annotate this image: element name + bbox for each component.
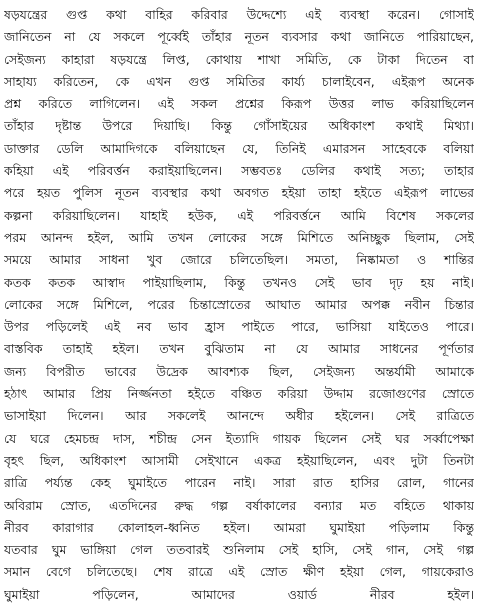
text-line: উপর পড়িলেই এই নব ভাব হ্রাস পাইতে পারে, ভাসিয়া যাইতেও পারে। <box>4 319 474 335</box>
text-line: রাত্রি পর্য্যন্ত কেহ ঘুমাইতে পারেন নাই। সারা রাত হাসির রোল, গানের <box>4 475 474 491</box>
text-line: বাস্তবিক তাহাই হইল। তখন বুঝিতাম না যে আমার সাধনের পূর্ণতার <box>4 341 474 357</box>
text-line: ডাক্তার ডেলি আমাদিগকে বলিয়াছেন যে, তিনিই এমারসন সাহেবকে বলিয়া <box>4 140 474 156</box>
text-line: সেইজন্য কাহারা ষড়যন্ত্রে লিপ্ত, কোথায় শাখা সমিতি, কে টাকা দিতেন বা <box>4 51 474 67</box>
text-line: সময়ে আমার সাধনা খুব জোরে চলিতেছিল। সমতা, নিষ্কামতা ও শান্তির <box>4 252 474 268</box>
text-line: তাঁহার দৃষ্টান্ত উপরে দিয়াছি। কিন্তু গোঁসাইয়ের অধিকাংশ কথাই মিথ্যা। <box>4 118 474 134</box>
body-text <box>4 4 474 606</box>
text-line: অবিরাম স্রোত, এতদিনের রুদ্ধ গল্প বর্ষাকালের বন্যার মত বহিতে থাকায় <box>4 497 474 513</box>
text-line: নীরব কারাগার কোলাহল-ধ্বনিত হইল। আমরা ঘুমাইয়া পড়িলাম কিন্তু <box>4 519 474 535</box>
text-line: কল্পনা করিয়াছিলেন। যাহাই হউক, এই পরিবর্ত্তনে আমি বিশেষ সকলের <box>4 207 474 223</box>
text-line: হঠাৎ আমার প্রিয় নির্জ্জনতা হইতে বঞ্চিত করিয়া উদ্দাম রজোগুণের স্রোতে <box>4 386 474 402</box>
text-line: লোকের সঙ্গে মিশিলে, পরের চিন্তাস্রোতের আঘাত আমার অপক্ক নবীন চিন্তার <box>4 296 474 312</box>
text-line: সমান বেগে চলিতেছে। শেষ রাত্রে এই স্রোত ক্ষীণ হইয়া গেল, গায়কেরাও <box>4 564 474 580</box>
text-line: যে ঘরে হেমচন্দ্র দাস, শচীন্দ্র সেন ইত্যাদি গায়ক ছিলেন সেই ঘর সর্ব্বাপেক্ষা <box>4 430 474 446</box>
text-line: সাহায্য করিতেন, কে এখন গুপ্ত সমিতির কার্য্য চালাইবেন, এইরূপ অনেক <box>4 73 474 89</box>
text-line: কতক কতক আস্বাদ পাইয়াছিলাম, কিন্তু তখনও সেই ভাব দৃঢ় হয় নাই। <box>4 274 474 290</box>
text-line: পরে হয়ত পুলিস নূতন ব্যবস্থার কথা অবগত হইয়া তাহা হইতে এইরূপ লাভের <box>4 185 474 201</box>
text-line: পরম আনন্দ হইল, আমি তখন লোকের সঙ্গে মিশিতে অনিচ্ছুক ছিলাম, সেই <box>4 229 474 245</box>
text-line: ভাসাইয়া দিলেন। আর সকলেই আনন্দে অধীর হইলেন। সেই রাত্রিতে <box>4 408 474 424</box>
text-line: প্রশ্ন করিতে লাগিলেন। এই সকল প্রশ্নের কিরূপ উত্তর লাভ করিয়াছিলেন <box>4 96 474 112</box>
text-line: ষড়যন্ত্রের গুপ্ত কথা বাহির করিবার উদ্দেশ্যে এই ব্যবস্থা করেন। গোসাই <box>4 7 474 22</box>
text-line: জানিতেন না যে সকলে পূর্ব্বেই তাঁহার নূতন ব্যবসার কথা জানিতে পারিয়াছেন, <box>4 29 474 45</box>
text-line: বৃহৎ ছিল, অধিকাংশ আসামী সেইখানে একত্র হইয়াছিলেন, এবং দুটা তিনটা <box>4 452 474 468</box>
text-line: জন্য বিপরীত ভাবের উদ্রেক আবশ্যক ছিল, সেইজন্য অন্তর্যামী আমাকে <box>4 363 474 379</box>
text-line: ঘুমাইয়া পড়িলেন, আমাদের ওয়ার্ড নীরব হইল। <box>4 586 474 602</box>
text-line: কহিয়া এই পরিবর্ত্তন করাইয়াছিলেন। সম্ভবতঃ ডেলির কথাই সত্য; তাহার <box>4 163 474 179</box>
text-line: যতবার ঘুম ভাঙ্গিয়া গেল ততবারই শুনিলাম সেই হাসি, সেই গান, সেই গল্প <box>4 542 474 558</box>
